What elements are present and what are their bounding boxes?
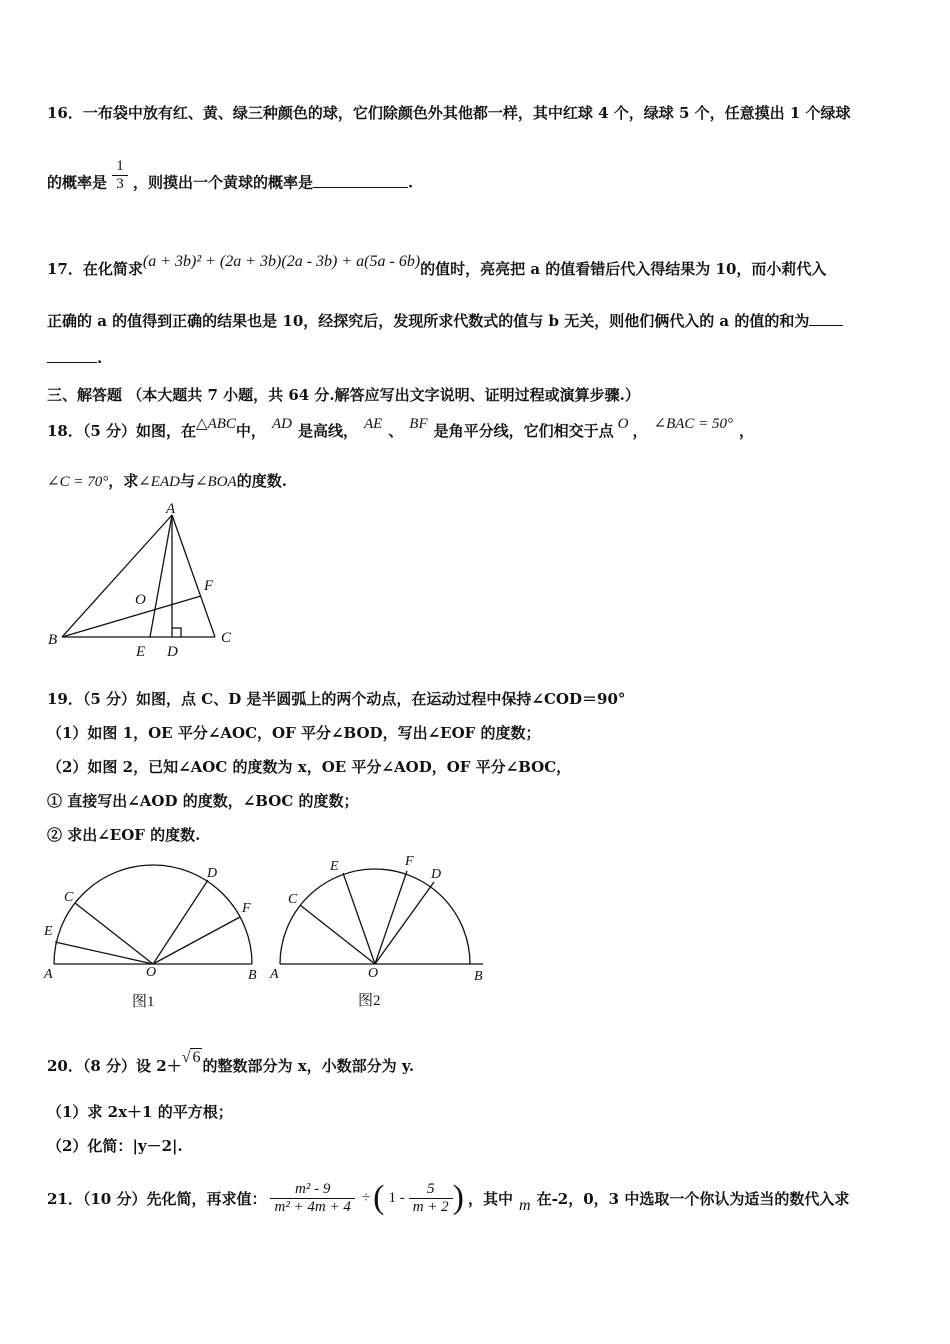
q18-label-c: C [221,630,232,646]
q20-line3: （2）化简：|y－2|. [47,1137,183,1155]
q16-line2 [47,158,414,201]
q21-paren-prefix: 1 - [388,1189,405,1206]
q19-line5: ② 求出∠EOF 的度数. [47,826,201,844]
q17-answer-blank-a[interactable] [809,325,843,326]
q21-text-1: 21．（10 分）先化简，再求值： [47,1189,267,1208]
q18-segment-bf [62,596,201,637]
q18-text-1: 18．（5 分）如图，在 [47,422,197,440]
q21-divide-sign: ÷ [361,1189,371,1206]
q19-fig2-caption: 图2 [358,993,381,1009]
q19-figure-1 [40,855,270,1015]
q21-paren-open: ( [373,1179,385,1216]
q18-text-7: ， [739,422,755,440]
q17-line3 [47,349,102,367]
q18-segment-ae [150,515,172,637]
q18-angle-ead: ∠EAD [138,474,180,490]
q19-fig2-label-f: F [405,854,414,869]
q17-end: . [97,349,103,367]
q19-line3: （2）如图 2，已知∠AOC 的度数为 x，OE 平分∠AOD，OF 平分∠BOC， [47,758,572,776]
q19-fig1-label-d: D [207,866,218,881]
q20-text-2: 的整数部分为 x，小数部分为 y. [202,1057,415,1075]
q18-text-4: 、 [388,422,404,440]
q19-fig2-label-e: E [330,859,339,874]
q19-fig2-arc [280,869,470,964]
q19-fig2-ray-oe [343,873,375,964]
q18-angle-c: ∠C = 70° [47,474,109,490]
q20-line2: （1）求 2x＋1 的平方根； [47,1103,233,1121]
q21-frac2-num: 5 [426,1180,435,1197]
q19-fig2-label-d: D [431,867,442,882]
q18-text-8: ，求 [108,472,139,490]
q21-paren-close: ) [452,1179,464,1216]
q18-label-e: E [136,644,146,660]
q16-frac-den: 3 [112,175,128,193]
q18-angle-boa: ∠BOA [194,474,237,490]
q19-figure-2 [265,845,495,1015]
q18-side-ab [62,515,172,637]
q19-fig1-ray-od [153,880,208,964]
q21-text-2: ，其中 [468,1189,514,1208]
q18-text-3: 是高线， [297,422,358,440]
q18-label-a: A [166,501,176,517]
q21-fraction-2 [409,1181,453,1216]
q16-prefix: 的概率是 [47,173,108,192]
q17-suffix: 的值时，亮亮把 a 的值看错后代入得结果为 10，而小莉代入 [420,260,827,278]
q19-fig2-ray-od [375,882,434,964]
q19-fig2-ray-of [375,871,407,964]
q18-text-9: 与 [179,472,195,490]
q16-line1: 16．一布袋中放有红、黄、绿三种颜色的球，它们除颜色外其他都一样，其中红球 4 个，绿球 5 个，任意摸出 1 个绿球 [47,104,851,122]
q19-fig1-label-f: F [242,901,251,916]
q21-var-m: m [519,1197,531,1214]
q17-line2-text: 正确的 a 的值得到正确的结果也是 10，经探究后，发现所求代数式的值与 b 无关，则他们俩代入的 a 的值的和为 [47,312,810,330]
q18-triangle-abc: △ABC [196,416,236,432]
q21-line1 [47,1173,849,1223]
q19-line2: （1）如图 1，OE 平分∠AOC，OF 平分∠BOD，写出∠EOF 的度数； [47,724,541,742]
q16-suffix: ，则摸出一个黄球的概率是 [132,173,313,192]
q17-line1 [47,253,827,279]
q21-frac1-den: m² + 4m + 4 [270,1198,354,1216]
q18-bf: BF [409,416,428,432]
q18-side-ac [172,515,215,637]
q19-fig2-label-c: C [288,892,298,907]
q20-sqrt-radicand: 6 [192,1049,201,1066]
section-3-header: 三、解答题 （本大题共 7 小题，共 64 分.解答应写出文字说明、证明过程或演算步骤.） [47,386,640,404]
q18-label-b: B [48,632,58,648]
q19-fig2-label-b: B [474,969,483,984]
q19-fig1-ray-of [153,917,240,964]
q19-fig1-label-e: E [44,924,53,939]
q18-text-10: 的度数. [236,472,287,490]
q19-line1: 19．（5 分）如图，点 C、D 是半圆弧上的两个动点，在运动过程中保持∠COD＝90° [47,690,626,708]
q18-label-d: D [167,644,178,660]
q18-line2 [47,470,287,491]
q19-fig2-label-o: O [368,966,379,981]
q21-frac1-num: m² - 9 [295,1180,331,1197]
q20-text-1: 20．（8 分）设 2＋ [47,1057,182,1075]
q19-fig1-label-c: C [64,890,74,905]
q18-text-2: 中， [235,422,266,440]
q16-frac-num: 1 [116,158,124,174]
q18-label-f: F [204,578,214,594]
q18-ae: AE [363,416,383,432]
q18-right-angle-mark [172,628,181,637]
q20-line1 [47,1049,415,1076]
q18-triangle-figure [40,500,250,660]
q17-line2 [47,310,843,331]
q20-sqrt: √ 6 [181,1049,201,1066]
q18-label-o: O [135,592,146,608]
q19-fig1-label-o: O [146,965,157,980]
q18-line1 [47,416,755,441]
q17-expression: (a + 3b)² + (2a + 3b)(2a - 3b) + a(5a - 6b) [142,253,421,270]
q19-fig2-label-a: A [270,967,279,982]
q21-frac2-den: m + 2 [409,1198,453,1216]
q18-point-o: O [617,416,629,432]
q21-fraction-1 [270,1181,354,1216]
q18-text-5: 是角平分线，它们相交于点 [433,422,614,440]
q21-text-3: 在-2，0，3 中选取一个你认为适当的数代入求 [536,1189,850,1208]
q18-text-6: ， [632,422,648,440]
q18-angle-bac: ∠BAC = 50° [653,416,734,432]
q19-fig1-label-b: B [248,968,257,983]
q17-answer-blank-b[interactable] [47,362,97,363]
q16-fraction [112,158,128,193]
q19-fig1-caption: 图1 [132,994,155,1010]
q19-fig2-ray-oc [300,905,375,964]
q16-end: . [408,173,414,192]
q19-fig1-label-a: A [44,967,53,982]
q19-fig1-arc [54,865,252,964]
q17-prefix: 17．在化简求 [47,260,143,278]
q18-ad: AD [271,416,292,432]
q16-answer-blank[interactable] [313,187,408,188]
q19-line4: ① 直接写出∠AOD 的度数，∠BOC 的度数； [47,792,359,810]
